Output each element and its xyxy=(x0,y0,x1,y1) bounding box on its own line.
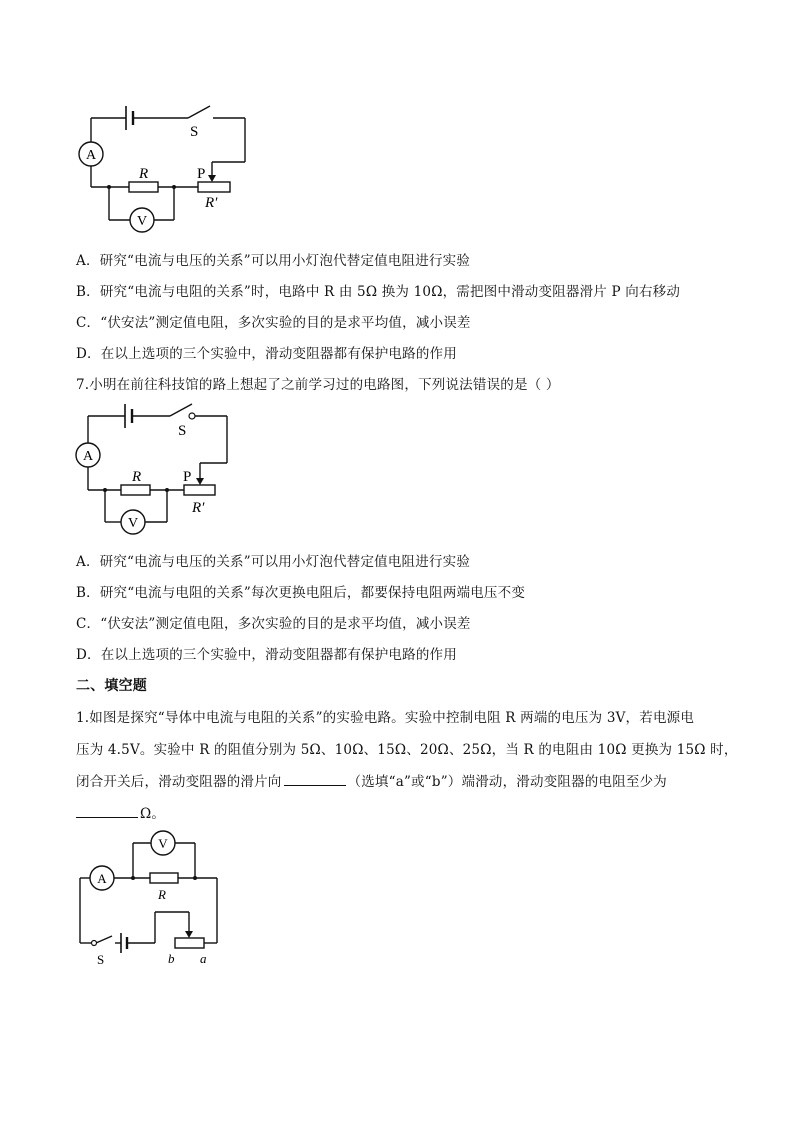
q7-option-b: B．研究“电流与电阻的关系”每次更换电阻后，都要保持电阻两端电压不变 xyxy=(76,585,526,601)
q7-option-c: C．“伏安法”测定值电阻，多次实验的目的是求平均值，减小误差 xyxy=(76,616,471,632)
ammeter-label-2: A xyxy=(82,449,94,464)
q7-option-d: D．在以上选项的三个实验中，滑动变阻器都有保护电路的作用 xyxy=(76,647,457,663)
ammeter-label: A xyxy=(85,148,97,163)
voltmeter-label-3: V xyxy=(158,836,168,851)
voltmeter-label-2: V xyxy=(127,516,139,531)
fill1-line4-end: Ω。 xyxy=(140,806,166,822)
q7-option-a: A．研究“电流与电压的关系”可以用小灯泡代替定值电阻进行实验 xyxy=(76,554,471,570)
resistor-label-3: R xyxy=(158,887,166,902)
rheostat-label-2: R′ xyxy=(192,500,205,516)
switch-label: S xyxy=(190,124,199,140)
voltmeter-label: V xyxy=(136,214,148,229)
q6-option-d: D．在以上选项的三个实验中，滑动变阻器都有保护电路的作用 xyxy=(76,346,457,362)
fill1-line2: 压为 4.5V。实验中 R 的阻值分别为 5Ω、10Ω、15Ω、20Ω、25Ω，当 R 的电阻由 10Ω 更换为 15Ω 时， xyxy=(76,742,738,758)
end-a-label: a xyxy=(200,951,207,966)
section-heading: 二、填空题 xyxy=(76,678,147,694)
q6-option-c: C．“伏安法”测定值电阻，多次实验的目的是求平均值，减小误差 xyxy=(76,315,471,331)
switch-label-3: S xyxy=(97,952,105,967)
slider-label: P xyxy=(197,166,206,182)
resistor-label-2: R xyxy=(132,469,142,485)
switch-label-2: S xyxy=(178,423,187,439)
ammeter-label-3: A xyxy=(97,871,107,886)
fill1-line3-end: （选填“a”或“b”）端滑动，滑动变阻器的电阻至少为 xyxy=(347,774,667,790)
q6-option-b: B．研究“电流与电阻的关系”时，电路中 R 由 5Ω 换为 10Ω，需把图中滑动变阻器滑片 P 向右移动 xyxy=(76,284,681,300)
fill1-line3-start: 闭合开关后，滑动变阻器的滑片向 xyxy=(76,774,282,790)
fill1-line1: 1.如图是探究“导体中电流与电阻的关系”的实验电路。实验中控制电阻 R 两端的电压为 3V，若电源电 xyxy=(76,710,695,726)
slider-label-2: P xyxy=(183,469,192,485)
q7-stem: 7.小明在前往科技馆的路上想起了之前学习过的电路图，下列说法错误的是（ ） xyxy=(76,377,560,393)
resistor-label: R xyxy=(139,166,149,182)
q6-option-a: A．研究“电流与电压的关系”可以用小灯泡代替定值电阻进行实验 xyxy=(76,253,471,269)
end-b-label: b xyxy=(168,951,175,966)
rheostat-label: R′ xyxy=(205,195,218,211)
